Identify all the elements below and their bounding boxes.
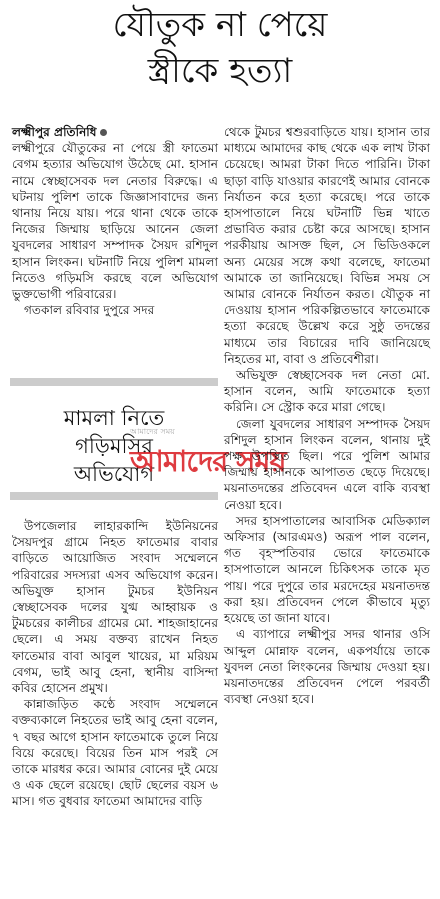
left-column-bottom — [12, 518, 218, 810]
article-paragraph: অভিযুক্ত স্বেচ্ছাসেবক দল নেতা মো. হাসান বলেন, আমি ফাতেমাকে হত্যা করিনি। সে স্ট্রোক করে মারা গেছে। — [224, 368, 430, 415]
headline-line-1: যৌতুক না পেয়ে — [112, 5, 328, 45]
byline: লক্ষ্মীপুর প্রতিনিধি — [12, 125, 97, 139]
article-paragraph: কান্নাজড়িত কণ্ঠে সংবাদ সম্মেলনে বক্তব্যকালে নিহতের ভাই আবু হেনা বলেন, ৭ বছর আগে হাসান ফাতেমাকে তুলে নিয়ে বিয়ে করেছে। বিয়ের তিন মাস পরই সে তাকে মারধর করে। আমার বোনের দুই মেয়ে ও এক ছেলে রয়েছে। ছোট ছেলের বয়স ৬ মাস। গত বুধবার ফাতেমা আমাদের বাড়ি — [12, 697, 218, 809]
watermark-small: আমাদের সময় — [130, 427, 175, 436]
article-paragraph: সদর হাসপাতালের আবাসিক মেডিক্যাল অফিসার (আরএমও) অরূপ পাল বলেন, গত বৃহস্পতিবার ভোরে ফাতেমাকে হাসপাতালে আনলে চিকিৎসক তাকে মৃত পায়। পরে দুপুরে তার মরদেহের ময়নাতদন্ত করা হয়। প্রতিবেদন পেলে কীভাবে মৃত্যু হয়েছে তা জানা যাবে। — [224, 513, 430, 626]
pull-quote-line-3: অভিযোগ — [73, 462, 155, 486]
watermark-text: আমাদের সময় — [130, 444, 286, 478]
article-paragraph: লক্ষ্মীপুরে যৌতুকের না পেয়ে স্ত্রী ফাতেমা বেগম হত্যার অভিযোগ উঠেছে মো. হাসান নামে স্বেচ্ছাসেবক দল নেতার বিরুদ্ধে। এ ঘটনায় পুলিশ তাকে জিজ্ঞাসাবাদের জন্য থানায় নিয়ে যায়। পরে থানা থেকে তাকে নিজের জিম্মায় ছাড়িয়ে আনেন জেলা যুবদলের সাধারণ সম্পাদক সৈয়দ রশিদুল হাসান লিংকন। ঘটনাটি নিয়ে পুলিশ মামলা নিতেও গড়িমসি করছে বলে অভিযোগ ভুক্তভোগী পরিবারের। — [12, 141, 218, 302]
article-paragraph: এ ব্যাপারে লক্ষ্মীপুর সদর থানার ওসি আব্দুল মোন্নাফ বলেন, একপর্যায়ে তাকে যুবদল নেতা লিংকনের জিম্মায় দেওয়া হয়। ময়নাতদন্তের প্রতিবেদন পেলে পরবর্তী ব্যবস্থা নেওয়া হবে। — [224, 627, 430, 707]
left-column-top — [12, 124, 218, 318]
article-paragraph: জেলা যুবদলের সাধারণ সম্পাদক সৈয়দ রশিদুল হাসান লিংকন বলেন, থানায় দুই পক্ষ উপস্থিত ছিল। পরে পুলিশ আমার জিম্মায় হাসানকে আপাতত ছেড়ে দিয়েছে। ময়নাতদন্তের প্রতিবেদন এলে বাকি ব্যবস্থা নেওয়া হবে। — [224, 416, 430, 512]
pull-quote-line-2: গড়িমসির — [75, 434, 153, 458]
headline-line-2: স্ত্রীকে হত্যা — [147, 51, 293, 91]
article-paragraph: থেকে টুমচর শ্বশুরবাড়িতে যায়। হাসান তার মাধ্যমে আমাদের কাছ থেকে এক লাখ টাকা চেয়েছে। আমরা টাকা দিতে পারিনি। টাকা ছাড়া বাড়ি যাওয়ার কারণেই আমার বোনকে নির্যাতন করে হত্যা করেছে। পরে তাকে হাসপাতালে নিয়ে ঘটনাটি ভিন্ন খাতে প্রভাবিত করার চেষ্টা করে আসছে। হাসান পরকীয়ায় আসক্ত ছিল, সে ভিডিওকলে অন্য মেয়ের সঙ্গে কথা বলেছে, ফাতেমা আমাকে তা জানিয়েছে। বিভিন্ন সময় সে আমার বোনকে নির্যাতন করত। যৌতুক না দেওয়ায় হাসান পরিকল্পিতভাবে ফাতেমাকে হত্যা করেছে উল্লেখ করে সুষ্ঠু তদন্তের মাধ্যমে তার বিচারের দাবি জানিয়েছে নিহতের মা, বাবা ও প্রতিবেশীরা। — [224, 125, 430, 366]
headline — [0, 2, 440, 94]
right-column — [224, 124, 430, 707]
article-paragraph: গতকাল রবিবার দুপুরে সদর — [24, 303, 155, 318]
article-paragraph: উপজেলার লাহারকান্দি ইউনিয়নের সৈয়দপুর গ্রামে নিহত ফাতেমার বাবার বাড়িতে আয়োজিত সংবাদ সম্মেলনে পরিবারের সদস্যরা এসব অভিযোগ করেন। অভিযুক্ত হাসান টুমচর ইউনিয়ন স্বেচ্ছাসেবক দলের যুগ্ম আহ্বায়ক ও টুমচরের কালীচর গ্রামের মো. শাহজাহানের ছেলে। এ সময় বক্তব্য রাখেন নিহত ফাতেমার বাবা আবুল খায়ের, মা মরিয়ম বেগম, ভাই আবু হেনা, স্থানীয় বাসিন্দা কবির হোসেন প্রমুখ। — [12, 519, 218, 696]
byline-paragraph — [12, 124, 218, 140]
pull-quote-line-1: মামলা নিতে — [63, 406, 165, 430]
bullet-dot-icon — [100, 129, 107, 136]
